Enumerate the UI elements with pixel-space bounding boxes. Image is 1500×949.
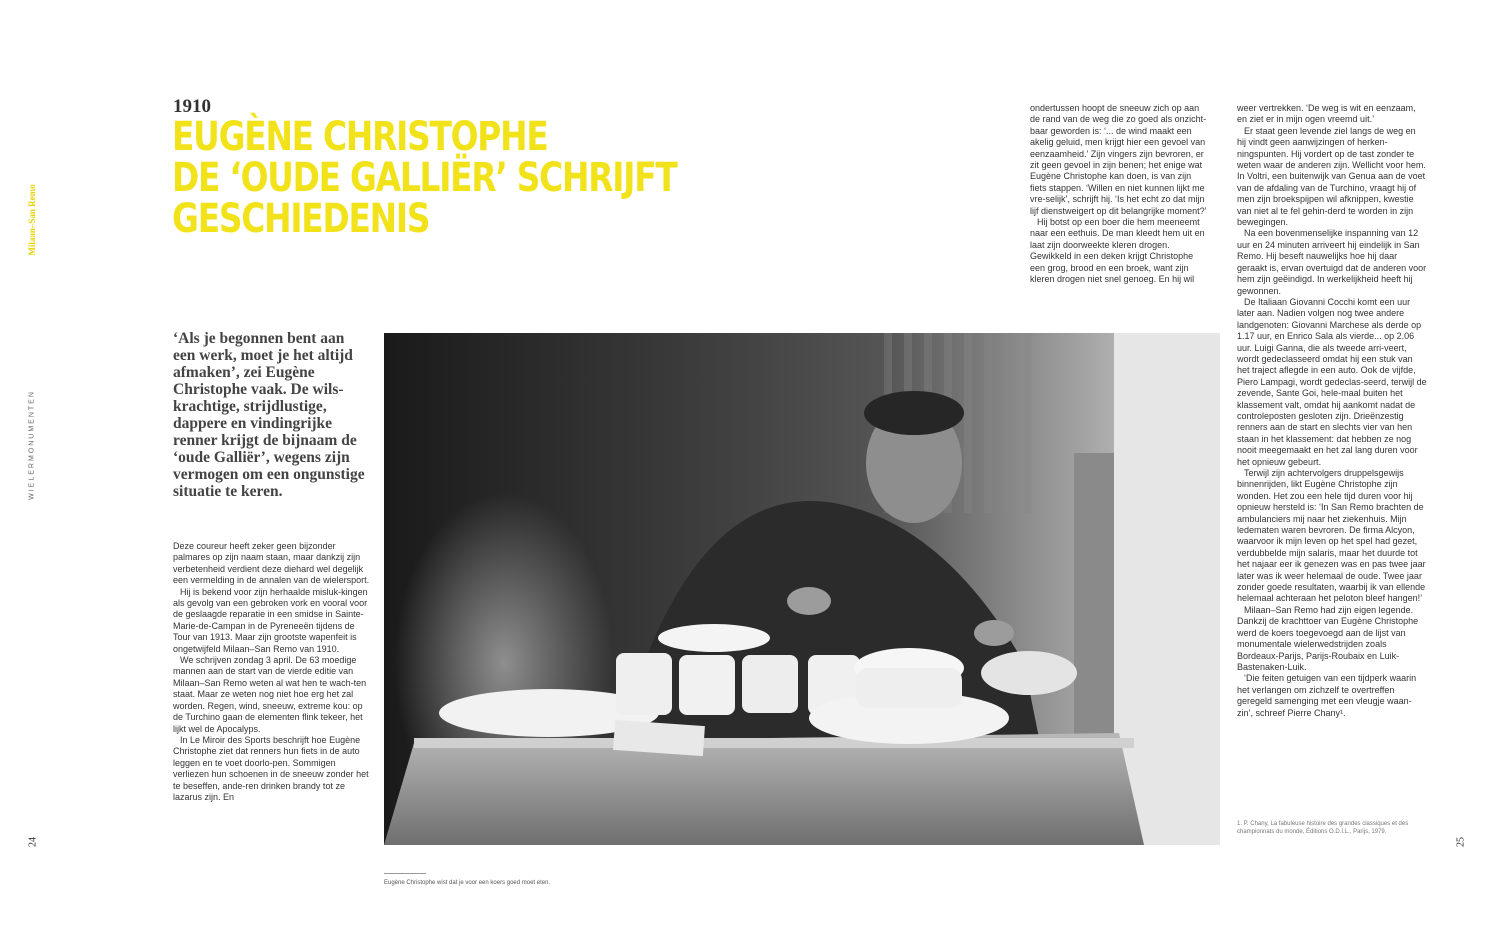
paragraph: Hij botst op een boer die hem meeneemt naar een eethuis. De man kleedt hem uit en laat zijn doorweekte kleren drogen. Gewikkeld in een deken krijgt Christophe een grog, brood en een broek, want zijn kleren drogen niet snel genoeg. En hij wil	[1030, 217, 1205, 285]
body-column-1	[173, 541, 370, 803]
page-number-left: 24	[27, 837, 39, 847]
page-number-right: 25	[1455, 837, 1467, 847]
article-title	[172, 114, 677, 242]
footnote: 1. P. Chany, La fabuleuse histoire des grandes classiques et des championnats du monde, Éditions O.D.I.L., Parijs, 1979.	[1237, 821, 1409, 835]
paragraph: Hij is bekend voor zijn herhaalde misluk-kingen als gevolg van een gebroken vork en vooral voor de geslaagde reparatie in een smidse in Sainte-Marie-de-Campan in de Pyreneeën tijdens de Tour van 1913. Maar zijn grootste wapenfeit is ongetwijfeld Milaan–San Remo van 1910.	[173, 586, 368, 654]
title-line-1: EUGÈNE CHRISTOPHE	[172, 114, 548, 160]
running-head: Milaan–San Remo	[27, 184, 37, 256]
title-line-3: GESCHIEDENIS	[172, 196, 430, 242]
lead-paragraph: ‘Als je begonnen bent aan een werk, moet je het altijd afmaken’, zei Eugène Christophe vaak. De wils-krachtige, strijdlustige, dappere en vindingrijke renner krijgt de bijnaam de ‘oude Galliër’, wegens zijn vermogen om een ongunstige situatie te keren.	[173, 330, 365, 500]
series-title: WIELERMONUMENTEN	[28, 390, 36, 500]
paragraph: Milaan–San Remo had zijn eigen legende. Dankzij de krachttoer van Eugène Christophe werd de koers toegevoegd aan de lijst van monumentale wielerwedstrijden zoals Bordeaux-Parijs, Parijs-Roubaix en Luik-Bastenaken-Luik.	[1237, 604, 1419, 672]
paragraph: In Le Miroir des Sports beschrijft hoe Eugène Christophe ziet dat renners hun fiets in de auto leggen en te voet doorlo-pen. Sommigen verliezen hun schoenen in de sneeuw zonder het te beseffen, ande-ren drinken brandy tot ze lazarus zijn. En	[173, 734, 369, 802]
paragraph: Er staat geen levende ziel langs de weg en hij vindt geen aanwijzingen of herken-ningspunten. Hij vordert op de tast zonder te weten waar de anderen zijn. Wellicht voor hem. In Voltri, een buitenwijk van Genua aan de voet van de afdaling van de Turchino, vraagt hij of men zijn broekspijpen wil afknippen, kwestie van niet al te fel gehin-derd te worden in zijn bewegingen.	[1237, 125, 1426, 228]
photo-eugene-christophe-eating	[384, 333, 1220, 845]
body-column-3	[1237, 103, 1427, 719]
paragraph: ‘Die feiten getuigen van een tijdperk waarin het verlangen om zichzelf te overtreffen geregeld samenging met een vleugje waan-zin’, schreef Pierre Chany¹.	[1237, 673, 1417, 718]
paragraph: Na een bovenmenselijke inspanning van 12 uur en 24 minuten arriveert hij eindelijk in San Remo. Hij beseft nauwelijks hoe hij daar geraakt is, ervan overtuigd dat de anderen voor hem zijn geëindigd. In werkelijkheid heeft hij gewonnen.	[1237, 228, 1427, 296]
paragraph: Terwijl zijn achtervolgers druppelsgewijs binnenrijden, likt Eugène Christophe zijn wonden. Het zou een hele tijd duren voor hij opnieuw hersteld is: ‘In San Remo brachten de ambulanciers mij naar het ziekenhuis. Mijn ledematen waren bevroren. De firma Alcyon, waarvoor ik mijn leven op het spel had gezet, verdubbelde mijn salaris, maar het duurde tot het najaar eer ik genezen was en pas twee jaar later was ik weer helemaal de oude. Twee jaar zonder goede resultaten, waarbij ik van ellende helemaal achteraan het peloton bleef hangen!’	[1237, 468, 1426, 604]
body-column-2	[1030, 103, 1210, 286]
paragraph: De Italiaan Giovanni Cocchi komt een uur later aan. Nadien volgen nog twee andere landgenoten: Giovanni Marchese als derde op 1.17 uur, en Enrico Sala als vierde... op 2.06 uur. Luigi Ganna, die als tweede arri-veert, wordt gedeclasseerd omdat hij een stuk van het traject aflegde in een auto. Ook de vijfde, Piero Lampagi, wordt gedeclas-seerd, terwijl de zevende, Sante Goi, hele-maal buiten het klassement valt, omdat hij aankomt nadat de controleposten gesloten zijn. Drieënzestig renners aan de start en slechts vier van hen staan in het klassement: dat hebben ze nog nooit meegemaakt en het zal lang duren voor het opnieuw gebeurt.	[1237, 296, 1427, 467]
paragraph: weer vertrekken. ‘De weg is wit en eenzaam, en ziet er in mijn ogen vreemd uit.’	[1237, 103, 1416, 125]
paragraph: Deze coureur heeft zeker geen bijzonder palmares op zijn naam staan, maar dankzij zijn verbetenheid verdient deze diehard wel degelijk een vermelding in de annalen van de wielersport.	[173, 541, 370, 586]
caption-rule	[384, 873, 426, 874]
photo-caption: Eugène Christophe wist dat je voor een koers goed moet eten.	[384, 880, 551, 886]
paragraph: ondertussen hoopt de sneeuw zich op aan de rand van de weg die zo goed als onzicht-baar geworden is: ‘... de wind maakt een akelig geluid, men krijgt hier een gevoel van eenzaamheid.’ Zijn vingers zijn bevroren, er zit geen gevoel in zijn benen; het enige wat Eugène Christophe kan doen, is van zijn fiets stappen. ‘Willen en niet kunnen lijkt me vre-selijk’, schrijft hij. ‘Is het echt zo dat mijn lijf dienstweigert op dit belangrijke moment?’	[1030, 103, 1207, 216]
paragraph: We schrijven zondag 3 april. De 63 moedige mannen aan de start van de vierde editie van Milaan–San Remo weten al wat hen te wach-ten staat. Maar ze weten nog niet hoe erg het zal worden. Regen, wind, sneeuw, extreme kou: op de Turchino gaan de elementen flink tekeer, het lijkt wel de Apocalyps.	[173, 655, 367, 734]
title-line-2: DE ‘OUDE GALLIËR’ SCHRIJFT	[172, 155, 677, 201]
year-heading: 1910	[173, 96, 211, 117]
